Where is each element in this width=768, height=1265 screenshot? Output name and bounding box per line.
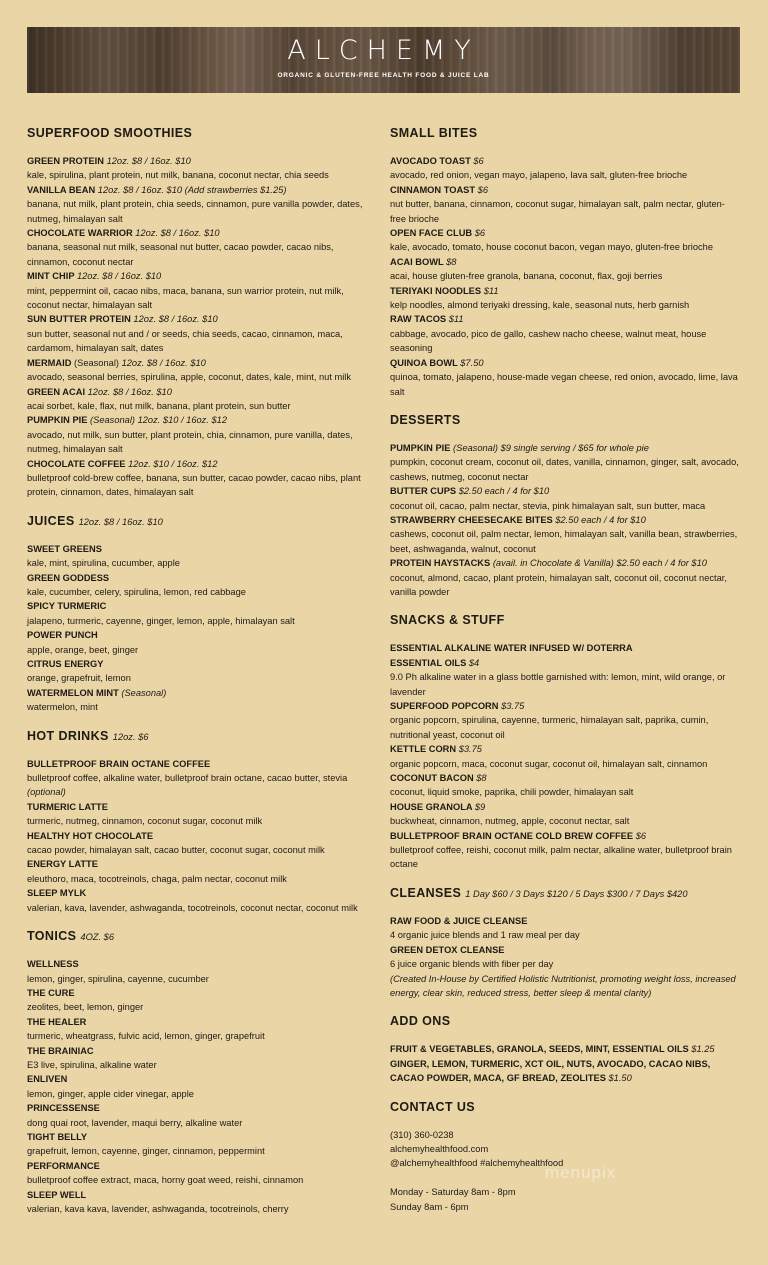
menu-item — [27, 571, 372, 600]
left-column — [27, 124, 372, 1228]
item-description: kale, cucumber, celery, spirulina, lemon, red cabbage — [27, 586, 246, 597]
item-name: BULLETPROOF BRAIN OCTANE COLD BREW COFFEE — [390, 830, 634, 841]
item-description: kale, spirulina, plant protein, nut milk, banana, coconut nectar, chia seeds — [27, 170, 329, 181]
section-small-bites — [390, 124, 740, 399]
item-description: lemon, ginger, apple cider vinegar, apple — [27, 1088, 194, 1099]
menu-item — [27, 1015, 372, 1044]
item-description: valerian, kava, lavender, ashwaganda, tocotreinols, coconut nectar, coconut milk — [27, 902, 358, 913]
menu-item — [27, 154, 372, 183]
item-name: AVOCADO TOAST — [390, 156, 471, 166]
item-description: cabbage, avocado, pico de gallo, cashew nacho cheese, walnut meat, house seasoning — [390, 328, 707, 354]
section-title: CONTACT US — [390, 1099, 476, 1114]
menu-item — [27, 1072, 372, 1101]
section-title: HOT DRINKS — [27, 728, 109, 743]
item-name: STRAWBERRY CHEESECAKE BITES — [390, 514, 553, 525]
item-name: CITRUS ENERGY — [27, 659, 104, 669]
contact-phone: (310) 360-0238 — [390, 1129, 454, 1140]
item-description: grapefruit, lemon, cayenne, ginger, cinnamon, peppermint — [27, 1146, 265, 1157]
menu-item — [390, 943, 740, 972]
contact-social: @alchemyhealthfood #alchemyhealthfood — [390, 1158, 564, 1169]
item-price: $8 — [446, 256, 457, 267]
item-name: SWEET GREENS — [27, 543, 102, 554]
item-price: (Seasonal) — [121, 687, 167, 698]
item-description: buckwheat, cinnamon, nutmeg, apple, coconut nectar, salt — [390, 816, 630, 827]
item-name: GREEN DETOX CLEANSE — [390, 944, 505, 955]
menu-item — [390, 312, 740, 355]
menu-item — [27, 957, 372, 986]
item-description: nut butter, banana, cinnamon, coconut sugar, himalayan salt, palm nectar, gluten-free brioche — [390, 199, 725, 224]
item-description: valerian, kava kava, lavender, ashwaganda, tocotreinols, cherry — [27, 1204, 289, 1214]
section-title: CLEANSES — [390, 885, 462, 900]
menu-item — [27, 757, 372, 800]
item-name: ACAI BOWL — [390, 256, 444, 267]
menu-item — [27, 857, 372, 886]
item-price: (avail. in Chocolate & Vanilla) $2.50 each / 4 for $10 — [492, 558, 707, 569]
menu-item — [27, 269, 372, 312]
section-tonics — [27, 927, 372, 1216]
cleanse-note: (Created In-House by Certified Holistic Nutritionist, promoting weight loss, increased energy, clear skin, reduced stress, better sleep & mental clarity) — [390, 973, 736, 998]
section-price: 1 Day $60 / 3 Days $120 / 5 Days $300 / 7 Days $420 — [465, 888, 688, 899]
item-description: dong quai root, lavender, maqui berry, alkaline water — [27, 1117, 243, 1128]
menu-item — [27, 542, 372, 571]
menu-item — [390, 771, 740, 800]
item-name: PRINCESSENSE — [27, 1103, 100, 1114]
item-name: CHOCOLATE COFFEE — [27, 458, 126, 469]
item-price: $3.75 — [501, 701, 525, 711]
brand-title: ALCHEMY — [287, 35, 480, 66]
item-description: avocado, seasonal berries, spirulina, apple, coconut, dates, kale, mint, nut milk — [27, 372, 352, 383]
item-name: BULLETPROOF BRAIN OCTANE COFFEE — [27, 758, 211, 769]
item-description: coconut, almond, cacao, plant protein, himalayan salt, coconut oil, coconut nectar, vanilla powder — [390, 572, 727, 597]
right-column — [390, 124, 740, 1226]
item-name: VANILLA BEAN — [27, 184, 96, 195]
menu-item — [390, 513, 740, 556]
item-description: E3 live, spirulina, alkaline water — [27, 1059, 157, 1070]
menu-item — [27, 1101, 372, 1130]
item-price: $2.50 each / 4 for $10 — [458, 486, 550, 497]
menu-item — [390, 484, 740, 513]
menu-item — [390, 356, 740, 399]
section-desserts — [390, 411, 740, 599]
item-note: (Seasonal) — [74, 357, 119, 368]
item-name: GREEN PROTEIN — [27, 156, 104, 166]
item-name: COCONUT BACON — [390, 773, 474, 784]
item-name: PUMPKIN PIE — [27, 415, 88, 426]
item-name: TIGHT BELLY — [27, 1131, 88, 1142]
item-name: CHOCOLATE WARRIOR — [27, 228, 133, 239]
item-price: $9 — [474, 801, 486, 812]
item-name: ESSENTIAL OILS — [390, 657, 467, 668]
hours-sunday: Sunday 8am - 6pm — [390, 1201, 469, 1212]
item-description: kelp noodles, almond teriyaki dressing, kale, seasonal nuts, herb garnish — [390, 300, 690, 311]
menu-item — [27, 800, 372, 829]
item-name: ENLIVEN — [27, 1074, 68, 1085]
item-price: $6 — [473, 156, 484, 166]
menu-item — [390, 183, 740, 226]
item-description: 4 organic juice blends and 1 raw meal per day — [390, 930, 580, 941]
item-description: 9.0 Ph alkaline water in a glass bottle garnished with: lemon, mint, wild orange, or lavender — [390, 672, 726, 697]
menu-item — [27, 829, 372, 858]
item-description: cashews, coconut oil, palm nectar, lemon, himalayan salt, vanilla bean, strawberries, beet, ashwaganda, walnut, coconut — [390, 529, 738, 554]
menu-item — [27, 1130, 372, 1159]
menu-item — [27, 226, 372, 269]
item-name: ESSENTIAL ALKALINE WATER INFUSED W/ DOTERRA — [390, 643, 633, 654]
item-name: POWER PUNCH — [27, 630, 98, 641]
item-price: $6 — [477, 184, 488, 195]
menu-item — [27, 457, 372, 500]
item-name: WATERMELON MINT — [27, 687, 119, 698]
add-on-price: $1.50 — [608, 1073, 632, 1084]
item-name: SPICY TURMERIC — [27, 601, 107, 612]
item-name: TURMERIC LATTE — [27, 801, 108, 812]
item-description: quinoa, tomato, jalapeno, house-made vegan cheese, red onion, avocado, lime, lava salt — [390, 372, 738, 397]
item-name: PERFORMANCE — [27, 1160, 100, 1171]
menu-item — [390, 800, 740, 829]
item-price: 12oz. $10 / 16oz. $12 — [128, 458, 218, 469]
menu-item — [390, 226, 740, 255]
item-description: pumpkin, coconut cream, coconut oil, dates, vanilla, cinnamon, ginger, salt, avocado, cashews, nutmeg, coconut nectar — [390, 457, 739, 482]
item-price: $6 — [635, 830, 647, 841]
item-description: banana, seasonal nut milk, seasonal nut butter, cacao powder, cacao nibs, cinnamon, coconut nectar — [27, 242, 334, 267]
header-banner — [27, 27, 740, 93]
item-name: WELLNESS — [27, 959, 79, 970]
item-name: BUTTER CUPS — [390, 486, 457, 497]
item-description: coconut, liquid smoke, paprika, chili powder, himalayan salt — [390, 787, 634, 798]
item-description: lemon, ginger, spirulina, cayenne, cucumber — [27, 973, 209, 984]
item-description: turmeric, wheatgrass, fulvic acid, lemon, ginger, grapefruit — [27, 1031, 265, 1042]
section-juices — [27, 512, 372, 715]
menu-item — [390, 154, 740, 183]
item-price: 12oz. $8 / 16oz. $10 — [133, 314, 218, 325]
item-description: apple, orange, beet, ginger — [27, 644, 139, 655]
item-name: RAW TACOS — [390, 314, 447, 325]
section-cleanses — [390, 884, 740, 1000]
section-title: SMALL BITES — [390, 126, 478, 140]
watermark: menupix — [545, 1163, 617, 1182]
menu-item — [27, 413, 372, 456]
item-name: HOUSE GRANOLA — [390, 801, 473, 812]
add-on-price: $1.25 — [691, 1044, 715, 1055]
hours-weekday: Monday - Saturday 8am - 8pm — [390, 1187, 516, 1198]
item-price: $6 — [474, 228, 486, 239]
section-snacks — [390, 611, 740, 872]
menu-item — [27, 599, 372, 628]
item-price: (Seasonal) $9 single serving / $65 for whole pie — [453, 442, 649, 453]
item-name: ENERGY LATTE — [27, 859, 98, 870]
menu-item — [390, 556, 740, 599]
item-description: eleuthoro, maca, tocotreinols, chaga, palm nectar, coconut milk — [27, 873, 287, 884]
item-description: jalapeno, turmeric, cayenne, ginger, lemon, apple, himalayan salt — [27, 615, 295, 626]
item-price: $11 — [483, 285, 499, 296]
item-name: SUN BUTTER PROTEIN — [27, 314, 131, 325]
menu-item — [390, 914, 740, 943]
menu-item — [27, 183, 372, 226]
item-name: GREEN GODDESS — [27, 572, 110, 583]
item-description: bulletproof coffee extract, maca, horny goat weed, reishi, cinnamon — [27, 1175, 304, 1186]
section-price: 12oz. $6 — [112, 731, 149, 742]
menu-item — [27, 1044, 372, 1073]
section-contact — [390, 1098, 740, 1214]
section-smoothies — [27, 124, 372, 500]
item-price: 12oz. $8 / 16oz. $10 — [135, 228, 220, 239]
item-name: CINNAMON TOAST — [390, 184, 476, 195]
menu-item — [390, 255, 740, 284]
item-name: KETTLE CORN — [390, 744, 457, 755]
item-price: 12oz. $8 / 16oz. $10 — [76, 271, 162, 282]
item-name: SLEEP MYLK — [27, 888, 87, 899]
item-description: acai, house gluten-free granola, banana, coconut, flax, goji berries — [390, 271, 663, 282]
section-add-ons — [390, 1012, 740, 1085]
item-description: organic popcorn, spirulina, cayenne, turmeric, himalayan salt, paprika, cumin, nutritional yeast, coconut oil — [390, 715, 709, 740]
menu-item — [27, 686, 372, 715]
item-name: THE BRAINIAC — [27, 1045, 94, 1056]
item-description: turmeric, nutmeg, cinnamon, coconut sugar, coconut milk — [27, 816, 263, 827]
section-title: DESSERTS — [390, 412, 461, 427]
item-description: cacao powder, himalayan salt, cacao butter, coconut sugar, coconut milk — [27, 845, 325, 856]
item-description: sun butter, seasonal nut and / or seeds, chia seeds, cacao, cinnamon, maca, cardamom, himalayan salt, dates — [27, 328, 343, 354]
menu-item — [390, 284, 740, 313]
section-price: 12oz. $8 / 16oz. $10 — [78, 516, 163, 527]
item-description: watermelon, mint — [27, 702, 98, 713]
item-name: THE CURE — [27, 987, 75, 998]
menu-item — [27, 657, 372, 686]
item-name: HEALTHY HOT CHOCOLATE — [27, 830, 154, 841]
item-price: 12oz. $8 / 16oz. $10 — [121, 357, 206, 368]
contact-website: alchemyhealthfood.com — [390, 1143, 489, 1154]
brand-subtitle: ORGANIC & GLUTEN-FREE HEALTH FOOD & JUICE LAB — [277, 72, 490, 79]
add-on-list: FRUIT & VEGETABLES, GRANOLA, SEEDS, MINT, ESSENTIAL OILS — [390, 1044, 689, 1055]
menu-item — [27, 312, 372, 355]
section-title: TONICS — [27, 929, 77, 944]
menu-item — [390, 699, 740, 742]
item-description: avocado, red onion, vegan mayo, jalapeno, lava salt, gluten-free brioche — [390, 170, 688, 181]
item-description: kale, mint, spirulina, cucumber, apple — [27, 558, 180, 569]
item-description: bulletproof coffee, alkaline water, bulletproof brain octane, cacao butter, stevia — [27, 773, 348, 784]
item-price: 12oz. $8 / 16oz. $10 — [106, 156, 191, 166]
item-description: bulletproof cold-brew coffee, banana, sun butter, cacao powder, cacao nibs, plant protein, cinnamon, dates, himalayan salt — [27, 472, 361, 498]
item-price: $7.50 — [460, 357, 484, 368]
item-name: GREEN ACAI — [27, 386, 86, 397]
menu-item — [390, 441, 740, 484]
item-description: organic popcorn, maca, coconut sugar, coconut oil, himalayan salt, cinnamon — [390, 758, 708, 769]
add-on-list: GINGER, LEMON, TURMERIC, XCT OIL, NUTS, AVOCADO, CACAO NIBS, CACAO POWDER, MACA, GF BREAD, ZEOLITES — [390, 1058, 711, 1084]
menu-item — [27, 356, 372, 385]
menu-item — [27, 1159, 372, 1188]
item-description: 6 juice organic blends with fiber per day — [390, 959, 554, 970]
item-description: coconut oil, cacao, palm nectar, stevia, pink himalayan salt, sun butter, maca — [390, 500, 706, 511]
section-title: ADD ONS — [390, 1014, 451, 1029]
item-price: $2.50 each / 4 for $10 — [555, 514, 646, 525]
menu-item — [390, 829, 740, 872]
item-description: acai sorbet, kale, flax, nut milk, banana, plant protein, sun butter — [27, 400, 291, 411]
item-description: banana, nut milk, plant protein, chia seeds, cinnamon, pure vanilla powder, dates, nutmeg, himalayan salt — [27, 199, 363, 224]
item-price: $4 — [468, 657, 480, 668]
menu-item — [27, 628, 372, 657]
menu-item — [390, 656, 740, 699]
item-price: (Seasonal) 12oz. $10 / 16oz. $12 — [90, 415, 228, 426]
section-title: SNACKS & STUFF — [390, 613, 505, 628]
item-name: MERMAID — [27, 357, 72, 368]
item-name: SLEEP WELL — [27, 1189, 87, 1200]
item-name: QUINOA BOWL — [390, 357, 458, 368]
menu-item — [390, 742, 740, 771]
item-name: RAW FOOD & JUICE CLEANSE — [390, 915, 528, 926]
menu-item — [27, 1188, 372, 1217]
item-name: OPEN FACE CLUB — [390, 228, 473, 239]
item-name: TERIYAKI NOODLES — [390, 285, 482, 296]
item-name: MINT CHIP — [27, 271, 75, 282]
item-name: SUPERFOOD POPCORN — [390, 701, 499, 711]
menu-item — [27, 986, 372, 1015]
item-description: zeolites, beet, lemon, ginger — [27, 1002, 144, 1013]
item-description: kale, avocado, tomato, house coconut bacon, vegan mayo, gluten-free brioche — [390, 242, 714, 253]
item-price: $11 — [448, 314, 464, 325]
section-hot-drinks — [27, 727, 372, 915]
item-price: $8 — [476, 773, 487, 784]
menu-item — [27, 385, 372, 414]
item-name: THE HEALER — [27, 1016, 87, 1027]
item-description: bulletproof coffee, reishi, coconut milk, palm nectar, alkaline water, bulletproof brain octane — [390, 845, 732, 870]
item-price: 12oz. $8 / 16oz. $10 (Add strawberries $1.25) — [97, 184, 287, 195]
item-description-note: (optional) — [27, 787, 66, 798]
item-description: avocado, nut milk, sun butter, plant protein, chia, cinnamon, pure vanilla, dates, nutmeg, himalayan salt — [27, 429, 353, 455]
item-name: PUMPKIN PIE — [390, 442, 451, 453]
section-title: JUICES — [27, 513, 75, 528]
menu-item — [27, 886, 372, 915]
item-description: mint, peppermint oil, cacao nibs, maca, banana, sun warrior protein, nut milk, coconut nectar, himalayan salt — [27, 285, 344, 311]
item-name: PROTEIN HAYSTACKS — [390, 558, 491, 569]
item-price: $3.75 — [458, 744, 482, 755]
section-price: 4OZ. $6 — [80, 932, 114, 943]
item-description: orange, grapefruit, lemon — [27, 673, 131, 684]
section-title: SUPERFOOD SMOOTHIES — [27, 126, 193, 140]
item-price: 12oz. $8 / 16oz. $10 — [87, 386, 172, 397]
